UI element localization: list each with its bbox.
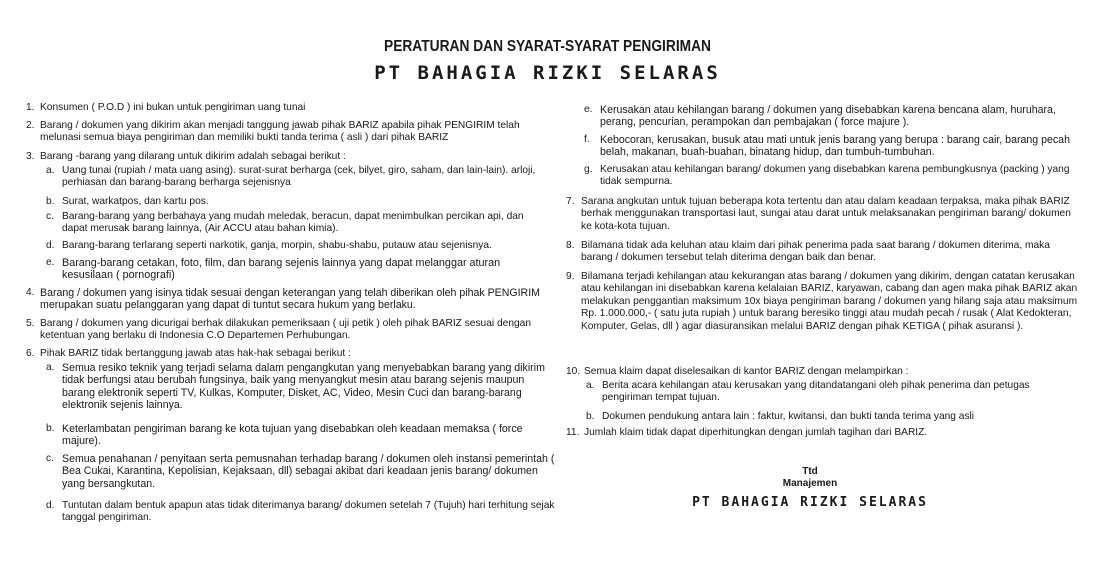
clause-text: Kerusakan atau kehilangan barang/ dokumen yang disebabkan karena pembungkusnya (packing ) yang tidak sempurna. <box>600 164 1070 188</box>
clause-2: 2. Barang / dokumen yang dikirim akan menjadi tanggung jawab pihak BARIZ apabila pihak PENGIRIM telah melunasi semua biaya pengiriman dan memiliki bukti tanda terima ( asli ) dari pihak BARIZ <box>26 120 546 145</box>
clause-3e: e. Barang-barang cetakan, foto, film, dan barang sejenis lainnya yang dapat melanggar aturan kesusilaan ( pornografi) <box>46 257 546 282</box>
clause-text: Berita acara kehilangan atau kerusakan yang ditandatangani oleh pihak penerima dan petugas pengiriman tempat tujuan. <box>602 380 1030 404</box>
clause-text: Barang-barang cetakan, foto, film, dan barang sejenis lainnya yang dapat melanggar aturan kesusilaan ( pornografi) <box>62 257 501 282</box>
clause-text: Dokumen pendukung antara lain : faktur, kwitansi, dan bukti tanda terima yang asli <box>602 411 975 422</box>
clause-3c: c. Barang-barang yang berbahaya yang mudah meledak, beracun, dapat menimbulkan percikan api, dan dapat merusak barang lainnya, (Air ACCU atau bahan kimia). <box>46 211 546 236</box>
clause-text: Pihak BARIZ tidak bertanggung jawab atas hak-hak sebagai berikut : <box>40 348 351 359</box>
clause-text: Barang -barang yang dilarang untuk dikirim adalah sebagai berikut : <box>40 151 346 162</box>
clause-10b: b. Dokumen pendukung antara lain : faktur, kwitansi, dan bukti tanda terima yang asli <box>586 411 1081 423</box>
document-title: PERATURAN DAN SYARAT-SYARAT PENGIRIMAN <box>384 38 711 55</box>
clause-10: 10. Semua klaim dapat diselesaikan di kantor BARIZ dengan melampirkan : <box>566 366 1081 378</box>
clause-3a: a. Uang tunai (rupiah / mata uang asing). surat-surat berharga (cek, bilyet, giro, saham, dan lain-lain). arloji, perhiasan dan barang-barang berharga sejenisnya <box>46 165 546 190</box>
clause-text: Uang tunai (rupiah / mata uang asing). surat-surat berharga (cek, bilyet, giro, saham, dan lain-lain). arloji, perhiasan dan barang-barang berharga sejenisnya <box>62 165 536 189</box>
clause-6e: e. Kerusakan atau kehilangan barang / dokumen yang disebabkan karena bencana alam, huruhara, perang, pencurian, perampokan dan pembajakan ( force majure ). <box>584 104 1084 129</box>
clause-6d: d. Tuntutan dalam bentuk apapun atas tidak diterimanya barang/ dokumen setelah 7 (Tujuh) hari terhitung sejak tanggal pengiriman. <box>46 500 555 524</box>
clause-6b: b. Keterlambatan pengiriman barang ke kota tujuan yang disebabkan oleh keadaan memaksa ( force majure). <box>46 423 556 448</box>
clause-6g: g. Kerusakan atau kehilangan barang/ dokumen yang disebabkan karena pembungkusnya (packing ) yang tidak sempurna. <box>584 164 1084 189</box>
clause-1: 1. Konsumen ( P.O.D ) ini bukan untuk pengiriman uang tunai <box>26 102 546 114</box>
clause-6f: f. Kebocoran, kerusakan, busuk atau mati untuk jenis barang yang berupa : barang cair, barang pecah belah, makanan, buah-buahan, binatang hidup, dan tumbuh-tumbuhan. <box>584 134 1084 159</box>
clause-text: Barang / dokumen yang isinya tidak sesuai dengan keterangan yang telah diberikan oleh pihak PENGIRIM merupakan suatu pelanggaran yang dapat di tuntut secara hukum yang berlaku. <box>40 287 540 312</box>
clause-text: Barang / dokumen yang dikirim akan menjadi tanggung jawab pihak BARIZ apabila pihak PENGIRIM telah melunasi semua biaya pengiriman dan memiliki bukti tanda terima ( asli ) dari pihak BARIZ <box>40 120 520 144</box>
clause-text: Kebocoran, kerusakan, busuk atau mati untuk jenis barang yang berupa : barang cair, barang pecah belah, makanan, buah-buahan, binatang hidup, dan tumbuh-tumbuhan. <box>600 134 1070 159</box>
clause-6a: a. Semua resiko teknik yang terjadi selama dalam pengangkutan yang menyebabkan barang yang dikirim tidak berfungsi atau berubah fungsinya, baik yang menyangkut mesin atau barang sejenis maupun barang elektronik seperti TV, Kulkas, Komputer, Disket, AC, Video, Mesin Cuci dan barang-barang elektronik sejenis lainnya. <box>46 362 556 412</box>
clause-text: Sarana angkutan untuk tujuan beberapa kota tertentu dan atau dalam keadaan terpaksa, maka pihak BARIZ berhak menggunakan transportasi laut, sungai atau darat untuk melaksanakan pengiriman barang/ dokumen ke kota-kota tujuan. <box>581 196 1071 232</box>
clause-text: Barang-barang terlarang seperti narkotik, ganja, morpin, shabu-shabu, putauw atau sejenisnya. <box>62 240 492 251</box>
clause-4: 4. Barang / dokumen yang isinya tidak sesuai dengan keterangan yang telah diberikan oleh pihak PENGIRIM merupakan suatu pelanggaran yang dapat di tuntut secara hukum yang berlaku. <box>26 287 546 312</box>
clause-text: Konsumen ( P.O.D ) ini bukan untuk pengiriman uang tunai <box>40 102 306 113</box>
clause-text: Barang-barang yang berbahaya yang mudah meledak, beracun, dapat menimbulkan percikan api, dan dapat merusak barang lainnya, (Air ACCU atau bahan kimia). <box>62 211 524 235</box>
clause-text: Bilamana tidak ada keluhan atau klaim dari pihak penerima pada saat barang / dokumen diterima, maka barang / dokumen tersebut telah diterima dengan baik dan benar. <box>581 240 1050 264</box>
company-name: PT BAHAGIA RIZKI SELARAS <box>374 62 721 84</box>
clause-7: 7. Sarana angkutan untuk tujuan beberapa kota tertentu dan atau dalam keadaan terpaksa, maka pihak BARIZ berhak menggunakan transportasi laut, sungai atau darat untuk melaksanakan pengiriman barang/ dokumen ke kota-kota tujuan. <box>566 196 1081 233</box>
signature-company: PT BAHAGIA RIZKI SELARAS <box>692 495 928 510</box>
clause-text: Kerusakan atau kehilangan barang / dokumen yang disebabkan karena bencana alam, huruhara, perang, pencurian, perampokan dan pembajakan ( force majure ). <box>600 104 1056 129</box>
clause-6c: c. Semua penahanan / penyitaan serta pemusnahan terhadap barang / dokumen oleh instansi pemerintah ( Bea Cukai, Karantina, Kepolisian, Kejaksaan, dll) sebagai akibat dari keadaan jenis barang/ dokumen yang bersangkutan. <box>46 453 555 490</box>
clause-3d: d. Barang-barang terlarang seperti narkotik, ganja, morpin, shabu-shabu, putauw atau sejenisnya. <box>46 240 556 252</box>
clause-3: 3. Barang -barang yang dilarang untuk dikirim adalah sebagai berikut : <box>26 151 546 163</box>
clause-text: Tuntutan dalam bentuk apapun atas tidak diterimanya barang/ dokumen setelah 7 (Tujuh) hari terhitung sejak tanggal pengiriman. <box>62 500 555 524</box>
clause-text: Semua resiko teknik yang terjadi selama dalam pengangkutan yang menyebabkan barang yang dikirim tidak berfungsi atau berubah fungsinya, baik yang menyangkut mesin atau barang sejenis maupun barang elektronik seperti TV, Kulkas, Komputer, Disket, AC, Video, Mesin Cuci dan barang-barang elektronik sejenis lainnya. <box>62 362 545 412</box>
clause-text: Jumlah klaim tidak dapat diperhitungkan dengan jumlah tagihan dari BARIZ. <box>584 427 928 438</box>
clause-3b: b. Surat, warkatpos, dan kartu pos. <box>46 196 546 208</box>
clause-6: 6. Pihak BARIZ tidak bertanggung jawab atas hak-hak sebagai berikut : <box>26 348 546 360</box>
clause-text: Keterlambatan pengiriman barang ke kota tujuan yang disebabkan oleh keadaan memaksa ( force majure). <box>62 423 523 448</box>
signature-ttd: Ttd <box>802 466 818 477</box>
clause-5: 5. Barang / dokumen yang dicurigai berhak dilakukan pemeriksaan ( uji petik ) oleh pihak BARIZ sesuai dengan ketentuan yang berlaku di Indonesia C.O Departemen Perhubungan. <box>26 318 556 343</box>
clause-text: Semua klaim dapat diselesaikan di kantor BARIZ dengan melampirkan : <box>584 366 909 377</box>
clause-9: 9. Bilamana terjadi kehilangan atau kekurangan atas barang / dokumen yang dikirim, dengan catatan kerusakan atau kehilangan ini disebabkan karena kelalaian BARIZ, karyawan, cabang dan agen maka pihak BARIZ akan melakukan penggantian maksimum 10x biaya pengiriman barang / dokumen yang hilang saja atau maksimum Rp. 1.000.000,- ( satu juta rupiah ) untuk barang beresiko tinggi atau mudah pecah / rusak ( Alat Kedokteran, Komputer, Gelas, dll ) agar diasuransikan melalui BARIZ dengan pihak KETIGA ( pihak asuransi ). <box>566 271 1081 333</box>
clause-8: 8. Bilamana tidak ada keluhan atau klaim dari pihak penerima pada saat barang / dokumen diterima, maka barang / dokumen tersebut telah diterima dengan baik dan benar. <box>566 240 1081 265</box>
clause-text: Surat, warkatpos, dan kartu pos. <box>62 196 209 207</box>
clause-10a: a. Berita acara kehilangan atau kerusakan yang ditandatangani oleh pihak penerima dan petugas pengiriman tempat tujuan. <box>586 380 1081 405</box>
clause-text: Semua penahanan / penyitaan serta pemusnahan terhadap barang / dokumen oleh instansi pemerintah ( Bea Cukai, Karantina, Kepolisian, Kejaksaan, dll) sebagai akibat dari keadaan jenis barang/ dokumen yang bersangkutan. <box>62 453 555 490</box>
clause-11: 11. Jumlah klaim tidak dapat diperhitungkan dengan jumlah tagihan dari BARIZ. <box>566 427 1081 439</box>
signature-role: Manajemen <box>782 478 838 489</box>
clause-text: Bilamana terjadi kehilangan atau kekurangan atas barang / dokumen yang dikirim, dengan catatan kerusakan atau kehilangan ini disebabkan karena kelalaian BARIZ, karyawan, cabang dan agen maka pihak BARIZ akan melakukan penggantian maksimum 10x biaya pengiriman barang / dokumen yang hilang saja atau maksimum Rp. 1.000.000,- ( satu juta rupiah ) untuk barang beresiko tinggi atau mudah pecah / rusak ( Alat Kedokteran, Komputer, Gelas, dll ) agar diasuransikan melalui BARIZ dengan pihak KETIGA ( pihak asuransi ). <box>581 271 1078 332</box>
clause-text: Barang / dokumen yang dicurigai berhak dilakukan pemeriksaan ( uji petik ) oleh pihak BARIZ sesuai dengan ketentuan yang berlaku di Indonesia C.O Departemen Perhubungan. <box>40 318 531 342</box>
